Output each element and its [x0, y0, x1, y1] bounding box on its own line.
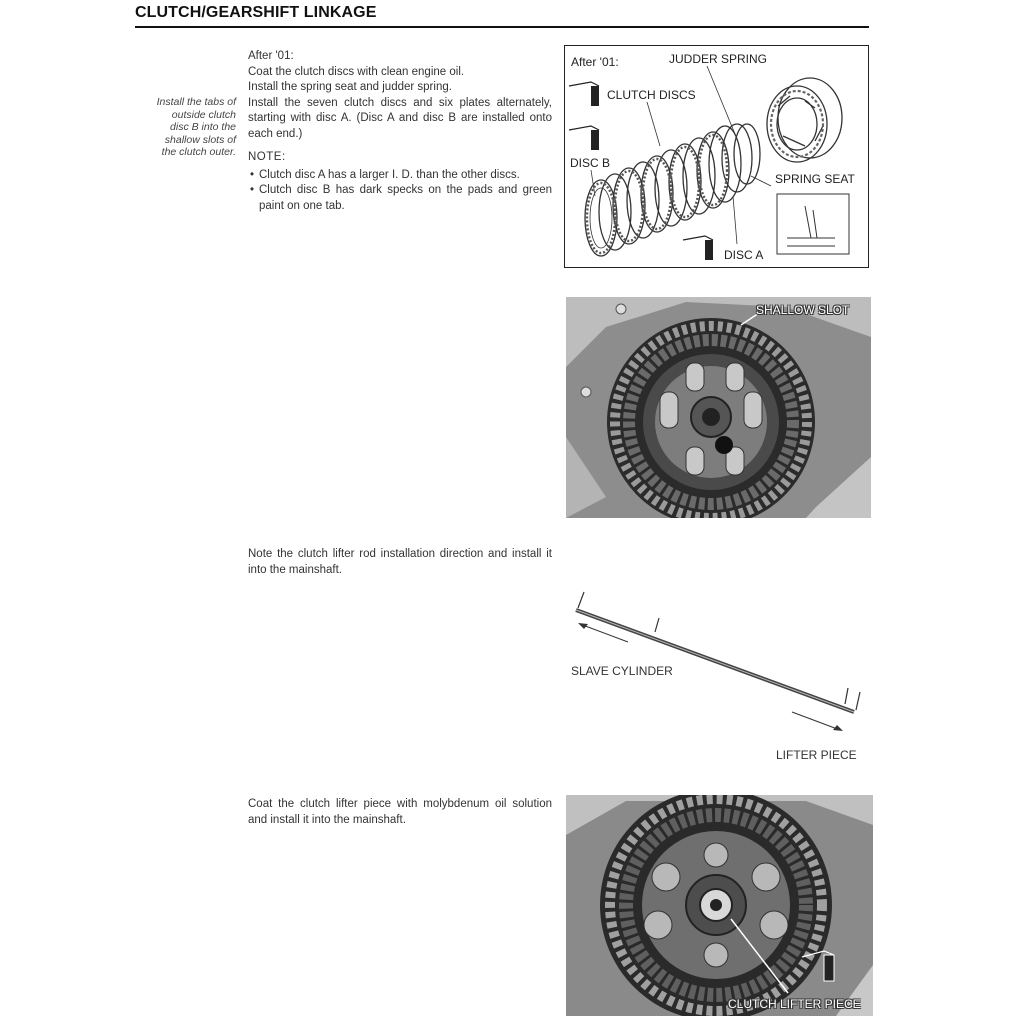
note-label: NOTE:: [248, 151, 286, 163]
spring-seat-label: SPRING SEAT: [775, 172, 855, 186]
note-list: [248, 168, 552, 215]
slave-cylinder-label: SLAVE CYLINDER: [571, 664, 673, 678]
side-note-line: outside clutch: [171, 108, 236, 121]
clutch-lifter-photo: [566, 795, 873, 1016]
side-note-line: the clutch outer.: [161, 146, 236, 158]
section2-text: [248, 547, 552, 578]
section2-paragraph: Note the clutch lifter rod installation direction and install it into the mainshaft.: [248, 548, 552, 576]
disc-a-label: DISC A: [724, 248, 764, 262]
section3-text: [248, 797, 552, 828]
side-note-line: Install the tabs of: [156, 96, 236, 108]
note-item: • Clutch disc B has dark specks on the pads and green paint on one tab.: [248, 183, 552, 214]
section1-line: Coat the clutch discs with clean engine oil.: [248, 65, 465, 78]
side-note-line: disc B into the: [170, 121, 236, 133]
section1-heading: After '01:: [248, 50, 294, 62]
clutch-outer-image: [566, 297, 871, 518]
clutch-disc-diagram: [564, 45, 869, 268]
header-rule: [135, 26, 869, 28]
side-note: [138, 96, 236, 159]
shallow-slot-label: SHALLOW SLOT: [756, 303, 850, 317]
clutch-outer-photo: [566, 297, 871, 518]
side-note-line: shallow slots of: [164, 133, 236, 146]
clutch-discs-label: CLUTCH DISCS: [607, 88, 696, 102]
section1-paragraph: Install the seven clutch discs and six plates alternately, starting with disc A. (Disc A and disc B are installed onto each end.): [248, 96, 552, 140]
judder-spring-label: JUDDER SPRING: [669, 52, 768, 66]
note-item: • Clutch disc A has a larger I. D. than the other discs.: [248, 168, 552, 184]
clutch-disc-illustration: [565, 46, 867, 266]
figure1-heading: After '01:: [571, 55, 619, 69]
clutch-lifter-piece-label: CLUTCH LIFTER PIECE: [728, 997, 861, 1011]
lifter-piece-label: LIFTER PIECE: [776, 748, 857, 762]
lifter-rod-illustration: [562, 548, 872, 768]
page-title: CLUTCH/GEARSHIFT LINKAGE: [135, 4, 377, 21]
disc-b-label: DISC B: [570, 156, 611, 170]
section1-line: Install the spring seat and judder spring.: [248, 81, 452, 93]
section3-paragraph: Coat the clutch lifter piece with molybdenum oil solution and install it into the mainshaft.: [248, 798, 552, 826]
clutch-lifter-image: [566, 795, 873, 1016]
section1-text: [248, 49, 552, 214]
